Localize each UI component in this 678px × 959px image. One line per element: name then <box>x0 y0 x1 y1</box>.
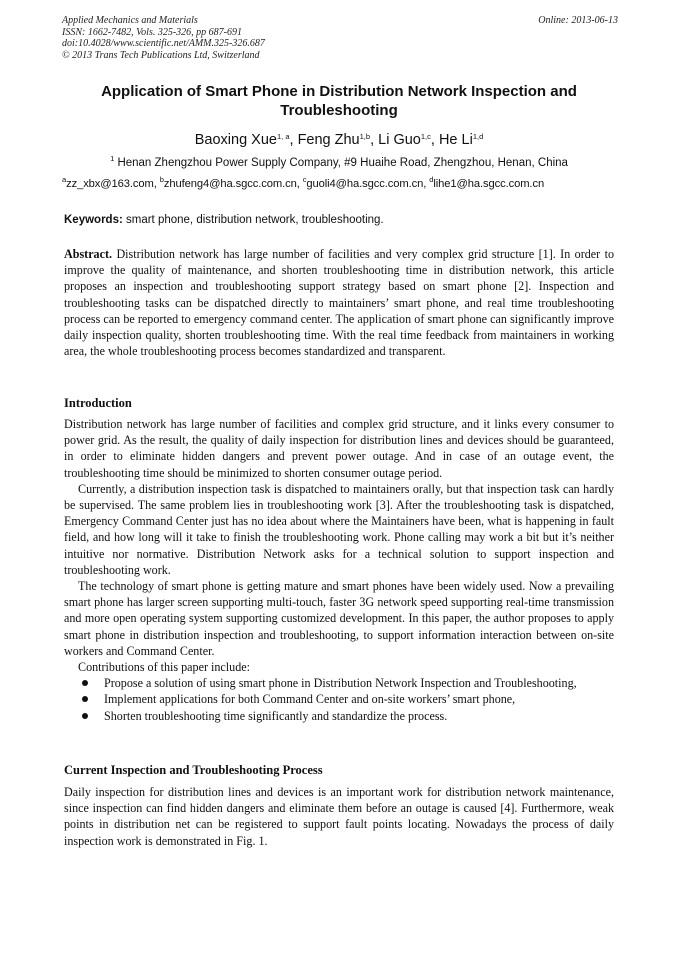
section-heading-introduction: Introduction <box>64 396 132 410</box>
contributions-list <box>64 675 614 724</box>
email-address[interactable]: lihe1@ha.sgcc.com.cn <box>433 178 545 190</box>
list-item <box>64 675 614 691</box>
author-list: Baoxing Xue$^{1, a}$, Feng Zhu$^{1,b}$, Li Guo$^{1,c}$, He Li$^{1,d}$ <box>194 132 484 148</box>
affiliation <box>64 156 614 171</box>
bullet-icon <box>82 696 88 702</box>
email-address[interactable]: zz_xbx@163.com <box>66 178 154 190</box>
email-mark: c <box>302 175 307 184</box>
abstract-text: Distribution network has large number of facilities and very complex grid structure [1]. In order to improve the quality of maintenance, and shorten troubleshooting time in distribution network, this article proposes an inspection and troubleshooting support strategy based on smart phone [2]. Inspection and troubleshooting tasks can be dispatched directly to maintainers’ smart phone, and real time troubleshooting process can be reported to emergency command center. The application of smart phone can significantly improve daily inspection quality, shorten troubleshooting time. With the real time feedback from maintainers in working area, the whole troubleshooting process becomes standardized and transparent. <box>64 247 614 359</box>
email-mark: b <box>159 175 164 184</box>
author-affiliation-mark: 1,d <box>472 132 484 141</box>
author-affiliation-mark: 1,c <box>420 132 431 141</box>
author-name: Feng Zhu <box>297 132 360 148</box>
paragraph: The technology of smart phone is getting mature and smart phones have been widely used. Now a prevailing smart phone has larger screen supporting multi-touch, faster 3G network speed supporting real-time transmission and more open operating system supporting customized development. In this paper, the author proposes to apply smart phone in distribution inspection and troubleshooting, to support information interaction between on-site workers and Command Center. <box>64 579 614 658</box>
affiliation-text: Henan Zhengzhou Power Supply Company, #9 Huaihe Road, Zhengzhou, Henan, China <box>117 157 568 169</box>
keywords <box>64 213 614 228</box>
online-date: Online: 2013-06-13 <box>538 15 618 26</box>
paragraph: Daily inspection for distribution lines and devices is an important work for distribution network maintenance, since inspection can find hidden dangers and eliminate them before an outage is caused [4]. Furthermore, weak points in distribution net can be registered to support fault points locating. Nowadays the process of daily inspection work is demonstrated in Fig. 1. <box>64 785 614 848</box>
issn-line: ISSN: 1662-7482, Vols. 325-326, pp 687-691 <box>62 26 242 38</box>
doi-line[interactable]: doi:10.4028/www.scientific.net/AMM.325-326.687 <box>62 38 265 49</box>
list-item-text: Implement applications for both Command Center and on-site workers’ smart phone, <box>104 692 516 707</box>
paragraph: Distribution network has large number of facilities and complex grid structure, and it links every consumer to power grid. As the result, the quality of daily inspection for distribution lines and devices should be guaranteed, in order to eliminate hidden dangers and prevent power outage. And in case of an outage event, the troubleshooting time should be minimized to shorten consumer outage period. <box>64 417 614 480</box>
list-item-text: Propose a solution of using smart phone in Distribution Network Inspection and Troubleshooting, <box>104 676 577 691</box>
list-item <box>64 691 614 707</box>
affiliation-mark: 1 <box>110 154 115 163</box>
author-affiliation-mark: 1, a <box>276 132 290 141</box>
author-name: Li Guo <box>378 132 421 148</box>
bullet-icon <box>82 680 88 686</box>
author-name: Baoxing Xue <box>194 132 277 148</box>
section-heading-current-process: Current Inspection and Troubleshooting Process <box>64 763 323 777</box>
copyright-line: © 2013 Trans Tech Publications Ltd, Switzerland <box>62 49 260 61</box>
paragraph: Currently, a distribution inspection task is dispatched to maintainers orally, but that inspection task can hardly be supervised. The same problem lies in troubleshooting work [3]. After the troubleshooting task is dispatched, Emergency Command Center just has no idea about where the Maintainers have been, what is happening in fault field, and how long will it take to finish the troubleshooting work. Phone calling may work a bit but it’s neither intuitive nor normative. Distribution Network asks for a technical solution to support inspection and troubleshooting work. <box>64 481 614 577</box>
current-process-body <box>64 784 614 849</box>
author-name: He Li <box>438 132 473 148</box>
email-mark: a <box>62 175 67 184</box>
abstract-label: Abstract. <box>64 247 113 261</box>
keywords-text: smart phone, distribution network, troubleshooting. <box>126 214 384 226</box>
paper-title: Application of Smart Phone in Distribution Network Inspection and Troubleshooting <box>101 83 577 119</box>
list-item-text: Shorten troubleshooting time significantly and standardize the process. <box>104 708 448 723</box>
bullet-icon <box>82 713 88 719</box>
author-affiliation-mark: 1,b <box>359 132 371 141</box>
email-list: $^a$zz_xbx@163.com, $^b$zhufeng4@ha.sgcc.com.cn, $^c$guoli4@ha.sgcc.com.cn, $^d$lihe1@ha.sgcc.com.cn <box>62 175 545 190</box>
journal-header <box>62 15 618 61</box>
email-mark: d <box>429 175 434 184</box>
list-item <box>64 708 614 724</box>
paragraph: Contributions of this paper include: <box>78 660 250 675</box>
abstract <box>64 246 614 359</box>
email-address[interactable]: zhufeng4@ha.sgcc.com.cn <box>163 178 297 190</box>
journal-name: Applied Mechanics and Materials <box>62 15 198 26</box>
introduction-body <box>64 416 614 724</box>
keywords-label: Keywords: <box>64 214 123 226</box>
email-address[interactable]: guoli4@ha.sgcc.com.cn <box>306 178 424 190</box>
